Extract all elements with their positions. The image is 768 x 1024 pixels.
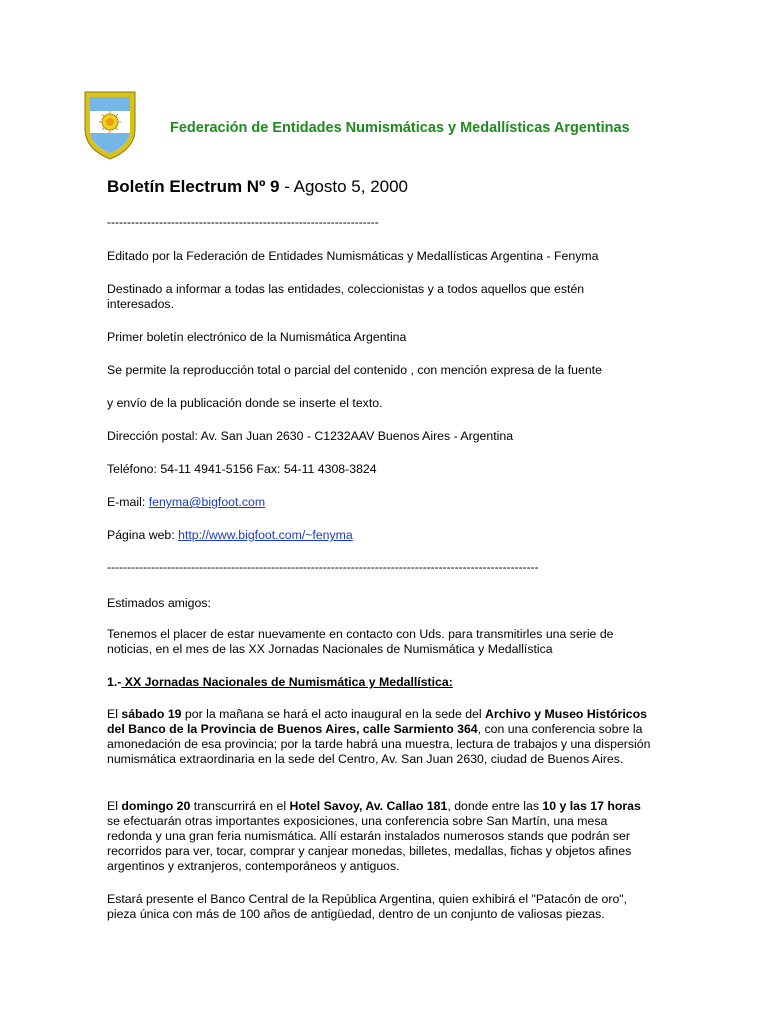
separator-long: ------------------------------------------------------------------------------------------------------------ (107, 560, 539, 574)
email-label: E-mail: (107, 495, 149, 509)
federation-emblem-icon (82, 89, 138, 161)
bulletin-date: - Agosto 5, 2000 (279, 177, 409, 196)
p1-bold-venue: Archivo y Museo Históricos del Banco de la Provincia de Buenos Aires, calle Sarmiento 364 (107, 707, 647, 736)
bulletin-heading (107, 177, 408, 197)
p2-bold-hours: 10 y las 17 horas (542, 799, 641, 813)
paragraph-sunday (107, 799, 652, 874)
intro-paragraph: Tenemos el placer de estar nuevamente en contacto con Uds. para transmitirles una serie de noticias, en el mes de las XX Jornadas Nacionales de Numismática y Medallística (107, 627, 614, 656)
email-link[interactable]: fenyma@bigfoot.com (148, 495, 266, 509)
paragraph-central-bank: Estará presente el Banco Central de la República Argentina, quien exhibirá el "Patacón de oro", pieza única con más de 100 años de antigüedad, dentro de un conjunto de valiosas piezas. (107, 892, 628, 921)
p1-bold-date: sábado 19 (121, 707, 182, 721)
p2-text-1: El (107, 799, 122, 813)
federation-title: Federación de Entidades Numismáticas y Medallísticas Argentinas (170, 120, 630, 136)
p2-text-2: transcurrirá en el (190, 799, 290, 813)
sending-text: y envío de la publicación donde se inserte el texto. (107, 396, 383, 410)
paragraph-saturday (107, 707, 662, 767)
p1-text-2: por la mañana se hará el acto inaugural en la sede del (181, 707, 486, 721)
web-line (107, 528, 647, 543)
greeting-text: Estimados amigos: (107, 596, 211, 610)
p2-bold-date: domingo 20 (121, 799, 191, 813)
purpose-text: Destinado a informar a todas las entidades, coleccionistas y a todos aquellos que estén interesados. (107, 282, 585, 311)
address-text: Dirección postal: Av. San Juan 2630 - C1232AAV Buenos Aires - Argentina (107, 429, 514, 443)
edited-by-text: Editado por la Federación de Entidades Numismáticas y Medallísticas Argentina - Fenyma (107, 249, 599, 263)
section-1-number: 1.- (107, 675, 122, 689)
first-bulletin-text: Primer boletín electrónico de la Numismática Argentina (107, 330, 407, 344)
separator-short: -------------------------------------------------------------------- (107, 215, 379, 229)
p2-bold-venue: Hotel Savoy, Av. Callao 181 (289, 799, 448, 813)
email-line (107, 495, 647, 510)
p2-text-4: se efectuarán otras importantes exposiciones, una conferencia sobre San Martín, una mesa redonda y una gran feria numismática. Allí estarán instalados numerosos stands que podrán ser recorridos para ver, tocar, comprar y canjear monedas, billetes, medallas, fichas y objetos afines argentinos y extranjeros, contemporáneos y antiguos. (107, 814, 632, 873)
p1-text-1: El (107, 707, 122, 721)
reproduction-text: Se permite la reproducción total o parcial del contenido , con mención expresa de la fuente (107, 363, 602, 377)
web-label: Página web: (107, 528, 179, 542)
web-link[interactable]: http://www.bigfoot.com/~fenyma (178, 528, 353, 542)
phone-text: Teléfono: 54-11 4941-5156 Fax: 54-11 4308-3824 (107, 462, 377, 476)
p1-text-3: , con una conferencia sobre la amonedación de esa provincia; por la tarde habrá una muestra, lectura de trabajos y una dispersión numismática extraordinaria en la sede del Centro, Av. San Juan 2630, ciudad de Buenos Aires. (107, 722, 651, 766)
section-1-heading: XX Jornadas Nacionales de Numismática y Medallística: (121, 675, 453, 689)
p2-text-3: , donde entre las (447, 799, 543, 813)
section-1-title (107, 675, 647, 690)
bulletin-title: Boletín Electrum Nº 9 (107, 177, 280, 196)
